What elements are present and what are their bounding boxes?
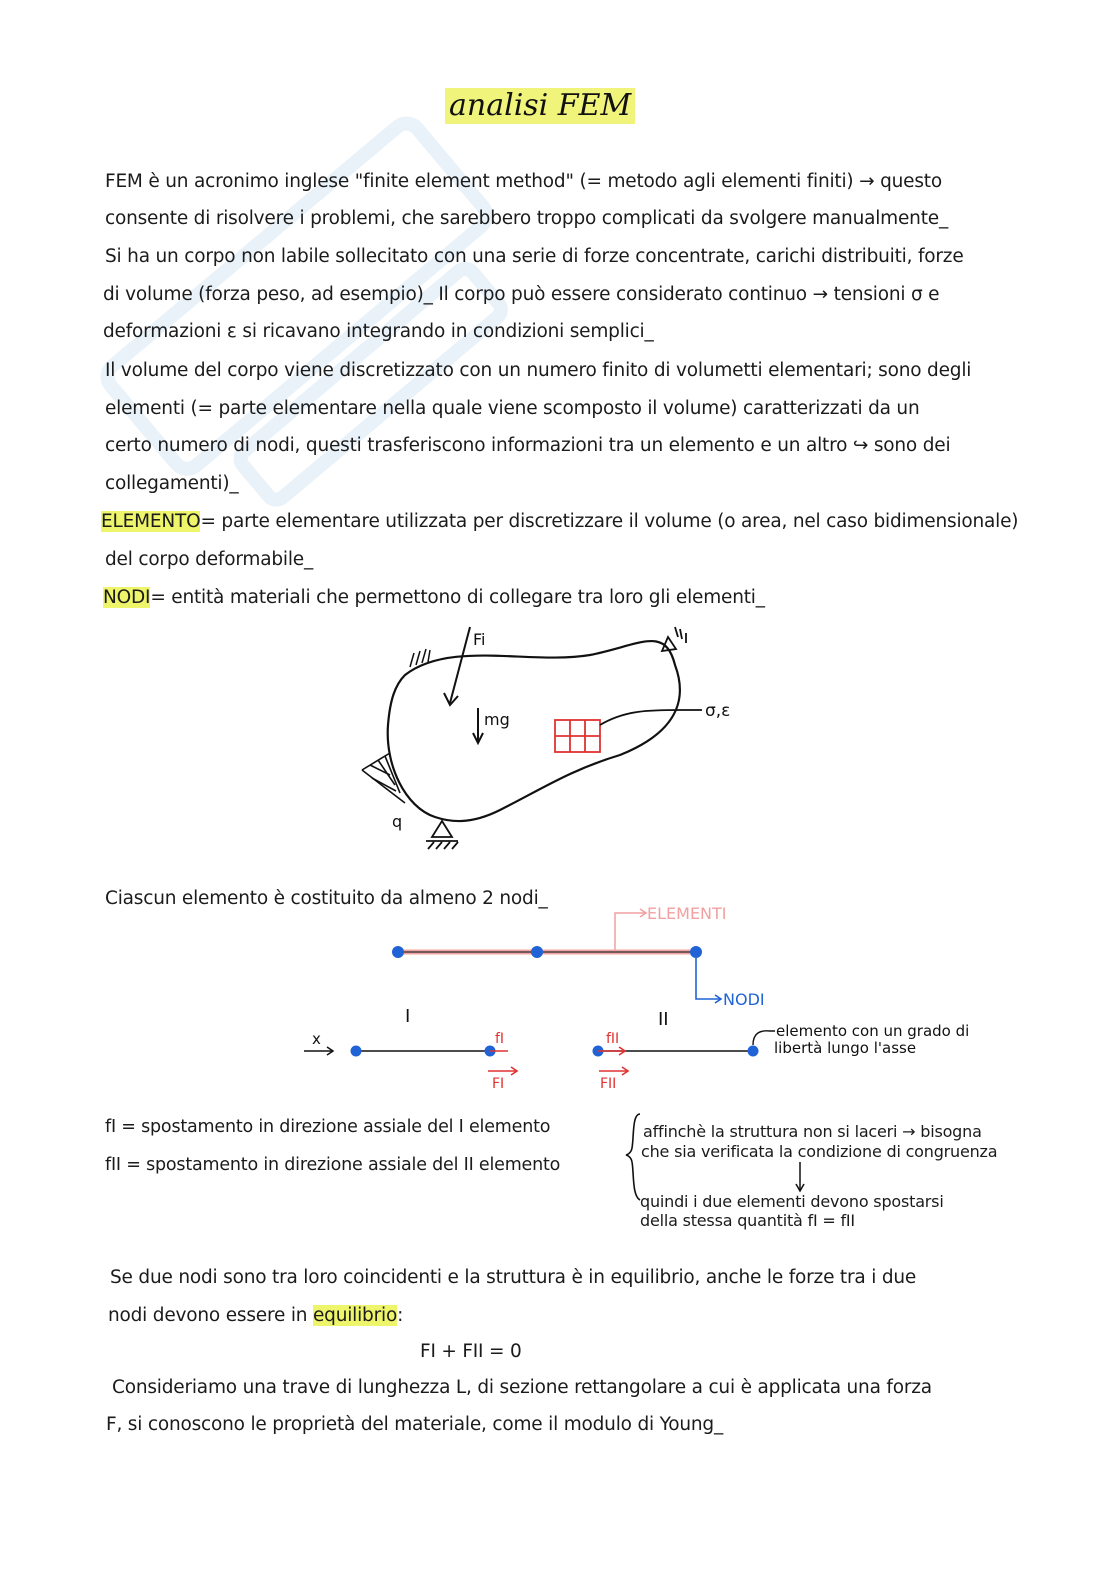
equilibrium-text: nodi devono essere in xyxy=(108,1305,313,1326)
final-line: Consideriamo una trave di lunghezza L, di sezione rettangolare a cui è applicata una forza xyxy=(112,1377,932,1398)
elements-nodes-diagram xyxy=(290,895,1030,1105)
mesh-grid xyxy=(555,720,600,752)
element-I-label: I xyxy=(405,1006,411,1027)
brace-line: affinchè la struttura non si laceri → bisogna xyxy=(643,1122,982,1141)
intro-line: deformazioni ε si ricavano integrando in condizioni semplici_ xyxy=(103,321,654,342)
equation: FI + FII = 0 xyxy=(420,1341,522,1362)
down-arrow xyxy=(790,1160,810,1194)
diagram-stroke xyxy=(362,770,405,803)
diagram-stroke xyxy=(432,821,452,837)
stress-label: σ,ε xyxy=(705,701,731,721)
body-diagram xyxy=(350,615,770,865)
elemento-definition xyxy=(101,510,1018,534)
force-arrow xyxy=(450,627,470,703)
nodi-def: = entità materiali che permettono di collegare tra loro gli elementi_ xyxy=(150,587,765,608)
diagram-stroke xyxy=(422,649,426,663)
equilibrium-line: Se due nodi sono tra loro coincidenti e la struttura è in equilibrio, anche le forze tra i due xyxy=(110,1267,917,1288)
disp-line: fI = spostamento in direzione assiale del I elemento xyxy=(105,1117,551,1137)
fII-label: fII xyxy=(606,1031,620,1047)
nodi-term: NODI xyxy=(103,587,151,608)
FI-label: FI xyxy=(492,1076,505,1092)
diagram-stroke xyxy=(436,842,442,849)
diagram-stroke xyxy=(428,842,434,849)
nodi-label: NODI xyxy=(723,990,765,1009)
element-note: elemento con un grado di xyxy=(776,1022,970,1040)
node xyxy=(690,946,702,958)
element-note: libertà lungo l'asse xyxy=(774,1039,917,1057)
node xyxy=(392,946,404,958)
pin-support-bottom xyxy=(426,821,458,849)
diagram-stroke xyxy=(696,958,720,999)
diagram-stroke xyxy=(428,650,430,662)
disp-line: fII = spostamento in direzione assiale del II elemento xyxy=(105,1155,561,1175)
elemento-def-cont: del corpo deformabile_ xyxy=(105,549,314,570)
distributed-load xyxy=(362,753,405,803)
diagram-stroke xyxy=(680,629,682,639)
diagram-stroke xyxy=(452,842,458,849)
brace-line: che sia verificata la condizione di congruenza xyxy=(641,1142,998,1161)
node xyxy=(531,946,543,958)
element-II-label: II xyxy=(658,1009,669,1030)
node xyxy=(351,1046,362,1057)
diagram-stroke xyxy=(410,653,414,667)
conclusion-line: della stessa quantità fI = fII xyxy=(640,1211,855,1230)
FII-label: FII xyxy=(600,1076,617,1092)
body-outline xyxy=(388,641,680,821)
elemento-term: ELEMENTO xyxy=(101,511,201,532)
final-line: F, si conoscono le proprietà del materiale, come il modulo di Young_ xyxy=(106,1414,724,1435)
intro-line: elementi (= parte elementare nella quale viene scomposto il volume) caratterizzati da un xyxy=(105,398,920,419)
diagram-stroke xyxy=(675,627,678,637)
force-label: Fi xyxy=(473,630,486,649)
diagram-stroke xyxy=(444,842,450,849)
load-label: q xyxy=(392,812,403,831)
intro-line: certo numero di nodi, questi trasferiscono informazioni tra un elemento e un altro ↪ sono dei xyxy=(105,435,951,456)
intro-line: di volume (forza peso, ad esempio)_ Il corpo può essere considerato continuo → tensioni σ e xyxy=(103,284,940,305)
intro-line: Si ha un corpo non labile sollecitato con una serie di forze concentrate, carichi distribuiti, forze xyxy=(105,246,964,267)
nodi-definition xyxy=(103,586,765,610)
diagram-stroke xyxy=(753,1031,775,1045)
elemento-def: = parte elementare utilizzata per discretizzare il volume (o area, nel caso bidimensionale) xyxy=(200,511,1019,532)
colon: : xyxy=(397,1305,404,1326)
diagram-stroke xyxy=(626,1114,640,1200)
intro-line: Il volume del corpo viene discretizzato con un numero finito di volumetti elementari; sono degli xyxy=(105,360,972,381)
intro-line: FEM è un acronimo inglese "finite element method" (= metodo agli elementi finiti) → questo xyxy=(105,171,942,192)
equilibrium-line-2 xyxy=(108,1304,403,1328)
elementi-label: ELEMENTI xyxy=(647,904,727,923)
node xyxy=(748,1046,759,1057)
axis-label: x xyxy=(312,1030,321,1048)
intro-line: collegamenti)_ xyxy=(105,473,239,494)
equilibrio-term: equilibrio xyxy=(312,1305,398,1326)
diagram-stroke xyxy=(615,913,645,950)
fI-label: fI xyxy=(495,1031,505,1047)
weight-label: mg xyxy=(484,710,510,729)
page-title: analisi FEM xyxy=(445,88,635,124)
nodes-sentence: Ciascun elemento è costituito da almeno 2 nodi_ xyxy=(105,888,548,909)
conclusion-line: quindi i due elementi devono spostarsi xyxy=(640,1192,944,1211)
diagram-stroke xyxy=(416,651,420,665)
intro-line: consente di risolvere i problemi, che sarebbero troppo complicati da svolgere manualmente_ xyxy=(105,208,948,229)
